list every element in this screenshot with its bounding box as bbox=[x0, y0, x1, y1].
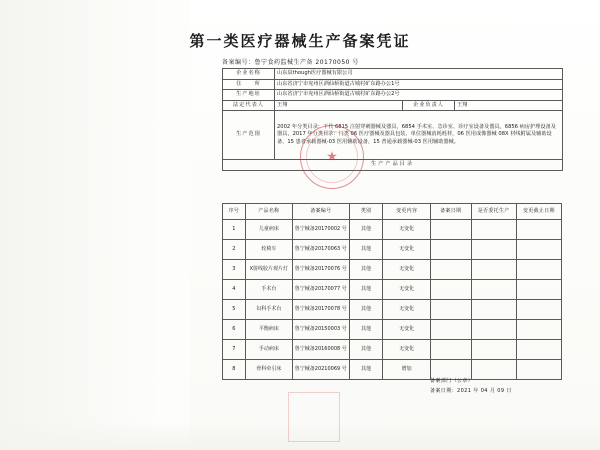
cell-change: 无变化 bbox=[383, 240, 430, 260]
cell-record: 鲁宁械备20150003 号 bbox=[293, 320, 350, 340]
cell-record: 鲁宁械备20170077 号 bbox=[293, 280, 350, 300]
record-number bbox=[222, 57, 359, 66]
cell-date bbox=[430, 220, 471, 240]
cell-record: 鲁宁械备20160008 号 bbox=[293, 340, 350, 360]
table-row bbox=[223, 69, 563, 80]
cell-type: 其他 bbox=[349, 220, 383, 240]
cell-entrust bbox=[471, 340, 516, 360]
cell-no: 8 bbox=[223, 360, 246, 380]
cell-name: 轮椅车 bbox=[245, 240, 292, 260]
date-label: 备案日期： bbox=[430, 387, 458, 394]
cell-no: 6 bbox=[223, 320, 246, 340]
cell-record: 鲁宁械备20170076 号 bbox=[293, 260, 350, 280]
scan-left-shade bbox=[0, 0, 190, 450]
cell-type: 其他 bbox=[349, 300, 383, 320]
table-row bbox=[223, 320, 562, 340]
table-row bbox=[223, 79, 563, 90]
cell-name: 平衡病床 bbox=[245, 320, 292, 340]
product-catalog-table bbox=[222, 203, 562, 380]
col-category: 类别 bbox=[349, 204, 383, 220]
cell-no: 3 bbox=[223, 260, 246, 280]
cell-deadline bbox=[516, 320, 561, 340]
table-header-row bbox=[223, 204, 562, 220]
cell-deadline bbox=[516, 300, 561, 320]
cell-date bbox=[430, 320, 471, 340]
cell-record: 鲁宁械备20210069 号 bbox=[293, 360, 350, 380]
cell-change: 无变化 bbox=[383, 220, 430, 240]
cell-deadline bbox=[516, 240, 561, 260]
page-title: 第一类医疗器械生产备案凭证 bbox=[189, 32, 411, 50]
record-number-value: 鲁宁食药监械生产备 20170050 号 bbox=[254, 59, 359, 66]
cell-type: 其他 bbox=[349, 280, 383, 300]
cell-record: 鲁宁械备20170063 号 bbox=[293, 240, 350, 260]
legal-rep-label: 法定代表人 bbox=[223, 100, 275, 111]
cell-no: 4 bbox=[223, 280, 246, 300]
footer-date bbox=[430, 387, 512, 397]
cell-name: 骨科牵引床 bbox=[245, 360, 292, 380]
scope-value: 2002 年分类目录：下代 6815 注射穿刺器械及器具，6854 手术室、急诊室、诊疗室设备及器具，6856 病房护理设备及器具，2017 年分类目录：门类 06 医疗器械及器具包装、单位器械消耗耗材，06 医用成像器械 08X 材线附属及辅助设备，15 患者承载器械-03 医用辅助设备，15 普通承载器械-03 医用辅助器械。 bbox=[275, 111, 563, 160]
cell-change: 无变化 bbox=[383, 280, 430, 300]
production-address-label: 生产地址 bbox=[223, 90, 275, 101]
table-row bbox=[223, 90, 563, 101]
cell-deadline bbox=[516, 340, 561, 360]
cell-name: X射线胶片观片灯 bbox=[245, 260, 292, 280]
cell-deadline bbox=[516, 280, 561, 300]
cell-type: 其他 bbox=[349, 320, 383, 340]
cell-date bbox=[430, 260, 471, 280]
cell-record: 鲁宁械备20170078 号 bbox=[293, 300, 350, 320]
cell-entrust bbox=[471, 320, 516, 340]
cell-no: 2 bbox=[223, 240, 246, 260]
col-no: 序号 bbox=[223, 204, 246, 220]
address-label: 住 所 bbox=[223, 79, 275, 90]
scope-label: 生产范围 bbox=[223, 111, 275, 160]
cell-change: 无变化 bbox=[383, 260, 430, 280]
company-info-table bbox=[222, 68, 563, 171]
cell-deadline bbox=[516, 260, 561, 280]
cell-change: 无变化 bbox=[383, 300, 430, 320]
cell-change: 增加 bbox=[383, 360, 430, 380]
cell-name: 妇科手术台 bbox=[245, 300, 292, 320]
table-row bbox=[223, 111, 563, 160]
cell-no: 1 bbox=[223, 220, 246, 240]
cell-type: 其他 bbox=[349, 340, 383, 360]
footer-block bbox=[430, 377, 512, 396]
table-row bbox=[223, 220, 562, 240]
table-row bbox=[223, 240, 562, 260]
cell-deadline bbox=[516, 360, 561, 380]
cell-date bbox=[430, 240, 471, 260]
company-name-value: 山东泉though医疗器械有限公司 bbox=[275, 69, 563, 80]
cell-entrust bbox=[471, 220, 516, 240]
legal-rep-value: 王翔 bbox=[275, 100, 403, 111]
cell-date bbox=[430, 340, 471, 360]
cell-no: 5 bbox=[223, 300, 246, 320]
enterprise-head-value: 王翔 bbox=[455, 100, 563, 111]
cell-name: 儿童病床 bbox=[245, 220, 292, 240]
col-change: 变更内容 bbox=[383, 204, 430, 220]
cell-deadline bbox=[516, 220, 561, 240]
seal-star-icon: ★ bbox=[326, 149, 338, 165]
table-row bbox=[223, 160, 563, 171]
col-product-name: 产品名称 bbox=[245, 204, 292, 220]
cell-change: 无变化 bbox=[383, 340, 430, 360]
authority-label: 备案部门（公章） bbox=[430, 378, 474, 384]
cell-type: 其他 bbox=[349, 360, 383, 380]
table-row bbox=[223, 280, 562, 300]
cell-name: 手动病床 bbox=[245, 340, 292, 360]
table-row bbox=[223, 100, 563, 111]
table-row bbox=[223, 340, 562, 360]
cell-name: 手术台 bbox=[245, 280, 292, 300]
col-record-no: 备案编号 bbox=[293, 204, 350, 220]
production-address-value: 山东省济宁市兖州区酒仙桥街道古城村矿东路办公2号 bbox=[275, 90, 563, 101]
table-row bbox=[223, 300, 562, 320]
table-row bbox=[223, 260, 562, 280]
enterprise-head-label: 企业负责人 bbox=[403, 100, 455, 111]
cell-entrust bbox=[471, 300, 516, 320]
cell-date bbox=[430, 280, 471, 300]
scan-bottom-shade bbox=[0, 420, 600, 450]
cell-change: 无变化 bbox=[383, 320, 430, 340]
company-name-label: 企业名称 bbox=[223, 69, 275, 80]
cell-entrust bbox=[471, 240, 516, 260]
cell-no: 7 bbox=[223, 340, 246, 360]
date-value: 2021 年 04 月 09 日 bbox=[457, 387, 512, 394]
cell-type: 其他 bbox=[349, 260, 383, 280]
cell-type: 其他 bbox=[349, 240, 383, 260]
col-record-date: 备案日期 bbox=[430, 204, 471, 220]
cell-entrust bbox=[471, 260, 516, 280]
cell-date bbox=[430, 300, 471, 320]
section-title: 生产产品目录 bbox=[223, 160, 563, 171]
col-entrusted: 是否委托生产 bbox=[471, 204, 516, 220]
cell-record: 鲁宁械备20170002 号 bbox=[293, 220, 350, 240]
cell-entrust bbox=[471, 280, 516, 300]
record-number-label: 备案编号： bbox=[222, 59, 255, 66]
address-value: 山东省济宁市兖州区酒仙桥街道古城村矿东路办公1号 bbox=[275, 79, 563, 90]
col-deadline: 变更截止日期 bbox=[516, 204, 561, 220]
